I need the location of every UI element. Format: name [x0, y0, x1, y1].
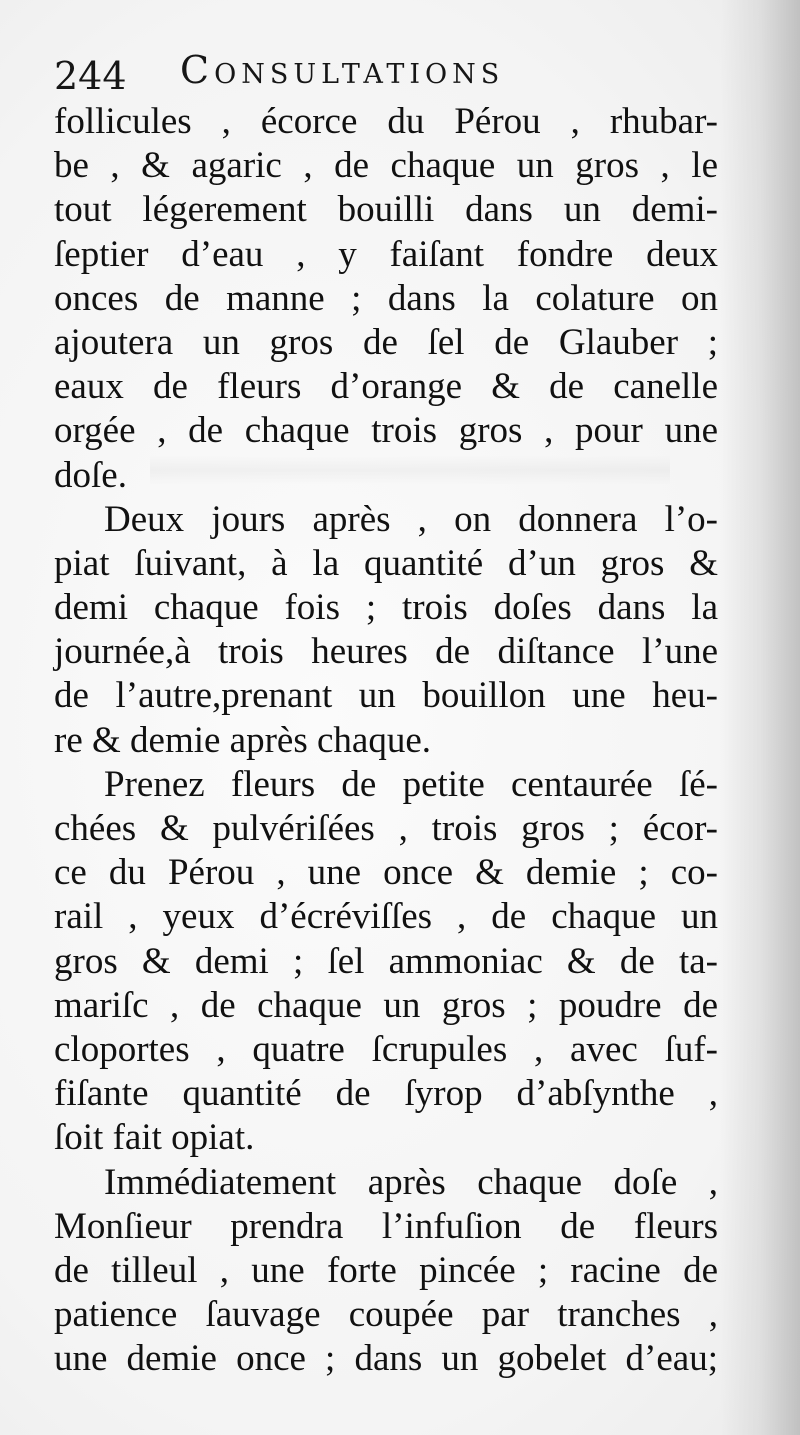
text-line: ce du Pérou , une once & demie ; co- — [54, 852, 718, 894]
text-line: ajoutera un gros de ſel de Glauber ; — [54, 321, 718, 363]
text-line: chées & pulvériſées , trois gros ; écor- — [54, 808, 718, 849]
paragraph-end-line: ſoit fait opiat. — [54, 1117, 255, 1159]
paragraph-start-line: Immédiatement après chaque doſe , — [104, 1161, 718, 1203]
text-line: une demie once ; dans un gobelet d’eau; — [54, 1338, 718, 1380]
text-line: ſeptier d’eau , y faiſant fondre deux — [54, 233, 718, 275]
text-line: de tilleul , une forte pincée ; racine de — [54, 1249, 718, 1291]
text-line: eaux de fleurs d’orange & de canelle — [54, 366, 718, 408]
text-line: fiſante quantité de ſyrop d’abſynthe , — [54, 1073, 718, 1115]
text-line: tout légerement bouilli dans un demi- — [54, 189, 718, 231]
paragraph-start-line: Prenez fleurs de petite centaurée ſé- — [104, 763, 718, 805]
page-number: 244 — [54, 54, 127, 98]
text-line: demi chaque fois ; trois doſes dans la — [54, 587, 718, 629]
text-line: be , & agaric , de chaque un gros , le — [54, 145, 718, 187]
paragraph-start-line: Deux jours après , on donnera l’o- — [104, 498, 718, 540]
text-line: Monſieur prendra l’infuſion de fleurs — [54, 1205, 718, 1247]
paragraph-end-line: doſe. — [54, 454, 127, 496]
text-line: journée,à trois heures de diſtance l’une — [54, 631, 718, 673]
text-line: piat ſuivant, à la quantité d’un gros & — [54, 542, 718, 584]
paragraph-end-line: re & demie après chaque. — [54, 719, 432, 761]
body-text — [54, 100, 718, 1381]
text-line: rail , yeux d’écréviſſes , de chaque un — [54, 896, 718, 938]
text-line: cloportes , quatre ſcrupules , avec ſuf- — [54, 1028, 718, 1070]
text-line: onces de manne ; dans la colature on — [54, 277, 718, 319]
text-line: gros & demi ; ſel ammoniac & de ta- — [54, 940, 718, 982]
text-line: orgée , de chaque trois gros , pour une — [54, 410, 718, 452]
text-line: follicules , écorce du Pérou , rhubar- — [54, 101, 718, 142]
running-title: Consultations — [180, 48, 505, 92]
text-line: de l’autre,prenant un bouillon une heu- — [54, 675, 718, 717]
text-line: patience ſauvage coupée par tranches , — [54, 1294, 718, 1336]
text-line: mariſc , de chaque un gros ; poudre de — [54, 984, 718, 1026]
running-head — [54, 48, 704, 98]
